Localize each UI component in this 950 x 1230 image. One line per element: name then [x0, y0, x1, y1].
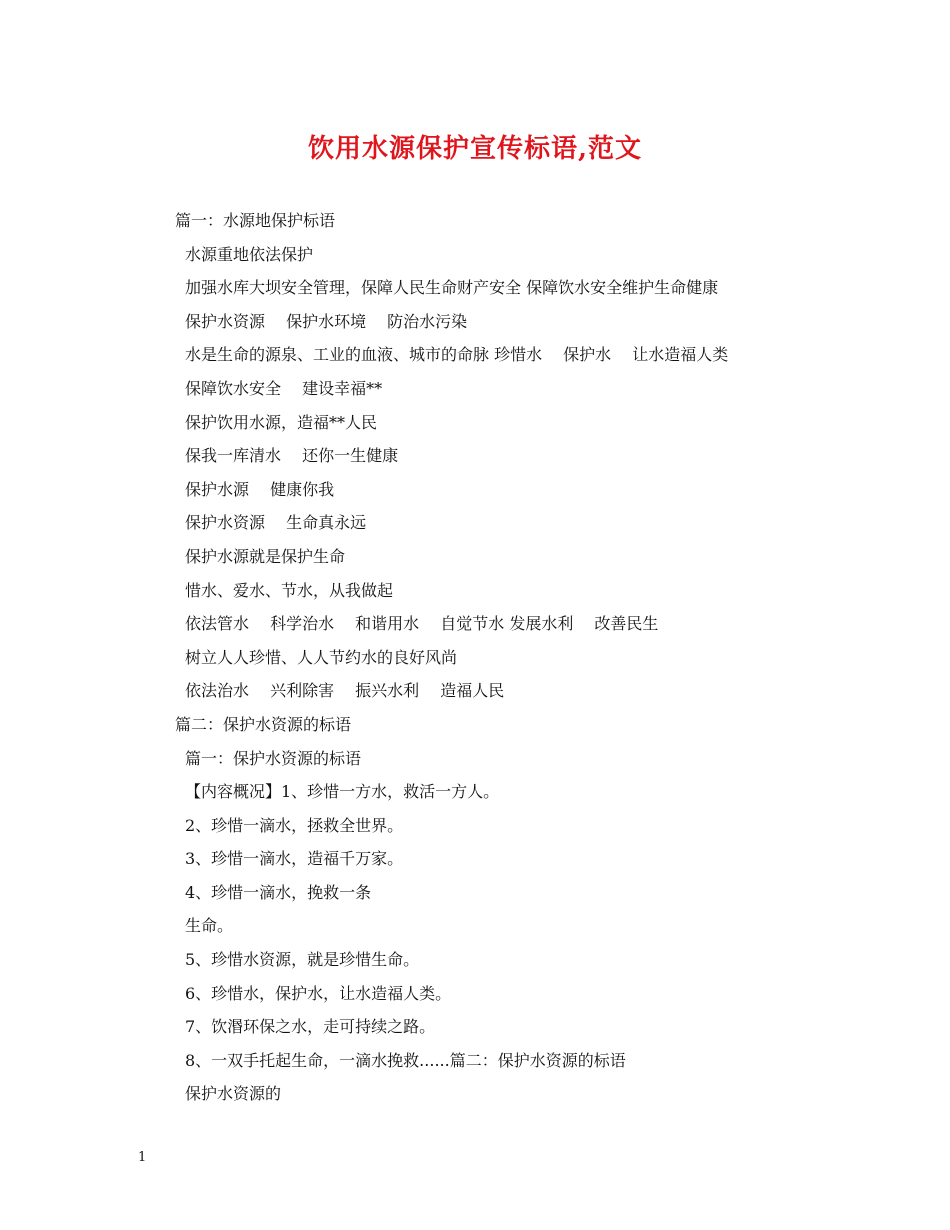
body-line: 3、珍惜一滴水，造福千万家。 [185, 849, 404, 869]
body-line: 水源重地依法保护 [185, 244, 314, 264]
body-line: 篇二：保护水资源的标语 [175, 714, 352, 734]
body-line: 水是生命的源泉、工业的血液、城市的命脉 珍惜水 保护水 让水造福人类 [185, 345, 729, 365]
body-line: 保护水源 健康你我 [185, 479, 335, 499]
body-line: 保护水源就是保护生命 [185, 546, 346, 566]
document-title: 饮用水源保护宣传标语,范文 [307, 134, 643, 164]
body-line: 4、珍惜一滴水，挽救一条 [185, 882, 372, 902]
body-line: 2、珍惜一滴水，拯救全世界。 [185, 815, 404, 835]
body-line: 篇一：保护水资源的标语 [185, 748, 362, 768]
body-line: 生命。 [185, 916, 234, 936]
body-line: 6、珍惜水，保护水，让水造福人类。 [185, 983, 452, 1003]
body-line: 保护水资源 保护水环境 防治水污染 [185, 311, 468, 331]
body-line: 保护饮用水源，造福**人民 [185, 412, 378, 432]
body-line: 依法治水 兴利除害 振兴水利 造福人民 [185, 681, 505, 701]
body-line: 依法管水 科学治水 和谐用水 自觉节水 发展水利 改善民生 [185, 614, 659, 634]
page-number: 1 [138, 1150, 147, 1165]
body-line: 篇一：水源地保护标语 [175, 211, 336, 230]
body-line: 保我一库清水 还你一生健康 [185, 446, 399, 466]
body-line: 加强水库大坝安全管理，保障人民生命财产安全 保障饮水安全维护生命健康 [185, 278, 719, 298]
body-line: 8、一双手托起生命，一滴水挽救......篇二：保护水资源的标语 [185, 1050, 626, 1070]
body-line: 7、饮湣环保之水，走可持续之路。 [185, 1017, 436, 1037]
body-line: 保护水资源的 [185, 1084, 282, 1104]
body-line: 【内容概况】1、珍惜一方水，救活一方人。 [185, 782, 500, 802]
body-line: 保障饮水安全 建设幸福** [185, 378, 383, 398]
body-line: 树立人人珍惜、人人节约水的良好风尚 [185, 647, 458, 667]
document-body [175, 204, 835, 1111]
body-line: 5、珍惜水资源，就是珍惜生命。 [185, 950, 420, 970]
body-line: 保护水资源 生命真永远 [185, 513, 367, 533]
body-line: 惜水、爱水、节水，从我做起 [185, 580, 394, 600]
